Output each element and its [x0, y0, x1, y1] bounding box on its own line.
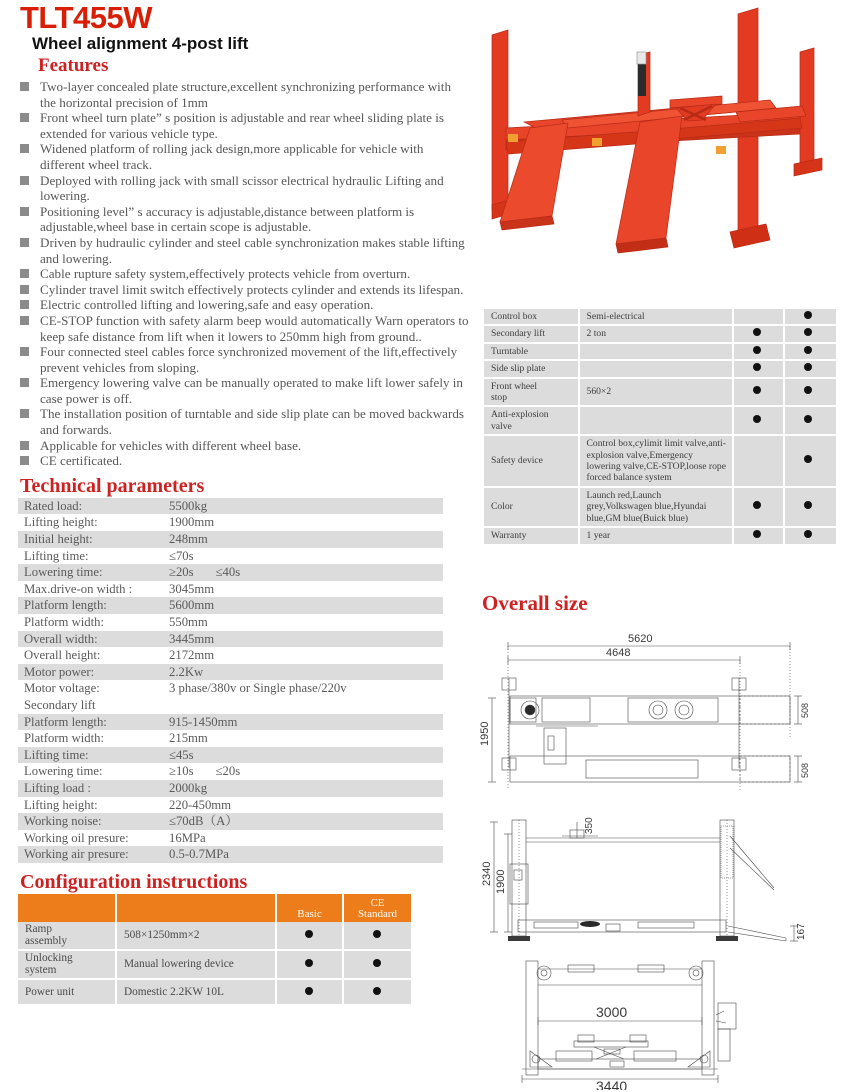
feature-item — [18, 235, 470, 266]
feature-item — [18, 453, 470, 469]
filled-dot-icon — [373, 987, 381, 995]
spec-item-name — [484, 360, 579, 377]
tech-param-value — [163, 763, 443, 780]
spec-ce-dot — [784, 309, 836, 325]
spec-name-line1: Safety device — [491, 455, 543, 467]
table-row — [18, 514, 443, 531]
tech-param-label: Working oil presure: — [24, 830, 129, 845]
config-col-name-header — [18, 894, 116, 922]
spec-item-name — [484, 309, 579, 325]
dim-outer-width-label: 3440 — [596, 1078, 628, 1090]
dim-width-label: 1950 — [479, 721, 491, 746]
tech-param-label: Lowering time: — [18, 564, 163, 581]
spec-item-detail — [579, 343, 734, 360]
feature-item — [18, 375, 470, 406]
spec-basic-dot — [733, 360, 783, 377]
table-row — [18, 697, 443, 714]
product-subtitle: Wheel alignment 4-post lift — [32, 34, 249, 53]
table-row — [18, 813, 443, 830]
table-row — [18, 548, 443, 565]
tech-param-value: 5500kg — [163, 498, 443, 515]
feature-item — [18, 297, 470, 313]
feature-text: Two-layer concealed plate structure,excellent synchronizing performance with the horizontal precision of 1mm — [40, 79, 451, 110]
dim-total-height-label: 2340 — [481, 861, 493, 886]
feature-item — [18, 344, 470, 375]
spec-item-detail — [579, 360, 734, 377]
filled-dot-icon — [804, 363, 812, 371]
table-row — [18, 747, 443, 764]
table-row — [18, 763, 443, 780]
spec-ce-dot — [784, 378, 836, 407]
feature-item — [18, 282, 470, 298]
tech-param-label: Max.drive-on width : — [24, 581, 133, 596]
feature-item — [18, 173, 470, 204]
tech-param-label: Lowering time: — [24, 764, 103, 779]
dim-small-label: 350 — [584, 817, 595, 834]
feature-text: Electric controlled lifting and lowering,safe and easy operation. — [40, 297, 374, 313]
spec-item-name — [484, 435, 579, 487]
tech-param-label: Working noise: — [18, 813, 163, 830]
config-item-name — [18, 922, 116, 950]
spec-ce-dot — [784, 406, 836, 435]
feature-item — [18, 438, 470, 454]
tech-param-value: 2.2Kw — [163, 664, 443, 681]
spec-basic-dot — [733, 325, 783, 342]
filled-dot-icon — [804, 386, 812, 394]
spec-ce-dot — [784, 325, 836, 342]
table-row — [18, 531, 443, 548]
features-list — [0, 79, 470, 469]
table-row — [484, 487, 836, 527]
dim-inner-length-label: 4648 — [606, 647, 631, 659]
spec-basic-dot — [733, 527, 783, 544]
spec-item-name — [484, 527, 579, 544]
spec-ce-dot — [784, 360, 836, 377]
config-name-line2: system — [25, 964, 57, 977]
feature-text: Widened platform of rolling jack design,more applicable for vehicle with different wheel track. — [40, 141, 424, 172]
feature-item — [18, 110, 470, 141]
configuration-instructions-heading: Configuration instructions — [20, 870, 248, 893]
filled-dot-icon — [305, 930, 313, 938]
tech-param-label: Initial height: — [18, 531, 163, 548]
spec-name-line1: Control box — [491, 311, 538, 322]
filled-dot-icon — [753, 328, 761, 336]
table-row — [18, 498, 443, 515]
feature-text: The installation position of turntable and side slip plate can be moved backwards and forwards. — [40, 406, 464, 438]
spec-name-line2: stop — [491, 392, 507, 404]
feature-item — [18, 313, 470, 344]
filled-dot-icon — [804, 415, 812, 423]
config-col-ce-header — [343, 894, 411, 922]
config-basic-dot — [276, 950, 343, 979]
configuration-table — [18, 894, 411, 1006]
tech-param-label: Lifting height: — [24, 797, 98, 812]
bullet-square-icon — [20, 82, 29, 91]
drawing-side-view — [478, 808, 844, 956]
table-row — [18, 780, 443, 797]
feature-text: Cylinder travel limit switch effectively protects cylinder and extends its lifespan. — [40, 281, 464, 297]
dim-platform-a-label: 508 — [800, 702, 810, 718]
spec-item-name — [484, 325, 579, 342]
table-row — [18, 714, 443, 731]
specification-options-table — [484, 309, 836, 546]
filled-dot-icon — [753, 346, 761, 354]
front-view-svg — [478, 955, 844, 1090]
right-column — [470, 0, 844, 1092]
feature-item — [18, 406, 470, 437]
feature-text: Deployed with rolling jack with small scissor electrical hydraulic Lifting and lowering. — [40, 172, 444, 204]
dim-platform-b-label: 508 — [800, 762, 810, 778]
config-basic-dot — [276, 979, 343, 1005]
spec-ce-dot — [784, 435, 836, 487]
table-row — [18, 797, 443, 814]
config-name-line1: Ramp — [25, 922, 52, 935]
tech-param-value: 2172mm — [169, 648, 215, 663]
table-row — [18, 922, 411, 950]
table-row — [484, 325, 836, 342]
spec-name-line1: Secondary lift — [491, 328, 546, 340]
bullet-square-icon — [20, 238, 29, 247]
tech-param-value: 215mm — [169, 731, 208, 746]
config-name-line1: Unlocking — [25, 951, 73, 964]
tech-param-value: 16MPa — [169, 830, 206, 845]
spec-name-line2: valve — [491, 420, 512, 432]
tech-param-label: Secondary lift — [24, 697, 96, 712]
feature-text: Four connected steel cables force synchronized movement of the lift,effectively prevent vehicles from sloping. — [40, 344, 458, 375]
dim-inner-width-label: 3000 — [596, 1004, 628, 1020]
tech-param-value: 0.5-0.7MPa — [163, 846, 443, 863]
tech-param-value: 2000kg — [163, 780, 443, 797]
table-row — [18, 979, 411, 1005]
spec-item-detail: 2 ton — [579, 325, 734, 342]
table-row — [484, 406, 836, 435]
filled-dot-icon — [804, 346, 812, 354]
table-row — [18, 664, 443, 681]
spec-item-detail: Control box,cylimit limit valve,anti-explosion valve,Emergency lowering valve,CE-STOP,loose rope forced balance system — [579, 435, 734, 487]
spec-name-line1: Color — [491, 501, 513, 513]
tech-param-label: Rated load: — [18, 498, 163, 515]
tech-param-value: ≤70s — [169, 548, 194, 563]
table-row — [18, 614, 443, 631]
spec-basic-dot — [733, 435, 783, 487]
bullet-square-icon — [20, 300, 29, 309]
spec-item-name — [484, 378, 579, 407]
bullet-square-icon — [20, 285, 29, 294]
tech-value-min: ≥10s — [169, 764, 194, 779]
config-item-detail: 508×1250mm×2 — [116, 922, 276, 950]
filled-dot-icon — [753, 530, 761, 538]
bullet-square-icon — [20, 409, 29, 418]
spec-name-line1: Side slip plate — [491, 363, 546, 375]
table-row — [18, 597, 443, 614]
feature-text: Applicable for vehicles with different wheel base. — [40, 437, 302, 453]
side-view-svg — [478, 808, 844, 956]
spec-basic-dot — [733, 487, 783, 527]
table-row — [484, 378, 836, 407]
feature-item — [18, 204, 470, 235]
product-photo — [470, 0, 844, 295]
table-row — [484, 309, 836, 325]
tech-param-value — [163, 564, 443, 581]
feature-text: Driven by hudraulic cylinder and steel cable synchronization makes stable lifting and lowering. — [40, 234, 465, 266]
filled-dot-icon — [804, 501, 812, 509]
tech-param-value: 915-1450mm — [163, 714, 443, 731]
config-ce-dot — [343, 950, 411, 979]
tech-param-label: Platform length: — [18, 597, 163, 614]
filled-dot-icon — [753, 363, 761, 371]
tech-value-min: ≥20s — [169, 565, 194, 580]
table-row — [18, 631, 443, 648]
feature-text: Cable rupture safety system,effectively protects vehicle from overturn. — [40, 266, 411, 282]
spec-basic-dot — [733, 378, 783, 407]
four-post-lift-illustration — [470, 0, 844, 295]
spec-ce-dot — [784, 343, 836, 360]
tech-param-value — [163, 697, 443, 714]
bullet-square-icon — [20, 441, 29, 450]
table-row — [18, 950, 411, 979]
table-row — [18, 564, 443, 581]
bullet-square-icon — [20, 207, 29, 216]
spec-basic-dot — [733, 406, 783, 435]
config-col-basic-header: Basic — [276, 894, 343, 922]
filled-dot-icon — [804, 455, 812, 463]
tech-param-value: 3445mm — [163, 631, 443, 648]
feature-item — [18, 79, 470, 110]
spec-item-detail: Semi-electrical — [579, 309, 734, 325]
dim-lift-height-label: 1900 — [495, 869, 507, 894]
tech-param-label: Lifting height: — [24, 515, 98, 530]
table-row — [18, 581, 443, 598]
tech-param-label: Platform width: — [24, 731, 104, 746]
table-row — [484, 360, 836, 377]
feature-item — [18, 266, 470, 282]
config-ce-dot — [343, 922, 411, 950]
config-item-detail: Domestic 2.2KW 10L — [116, 979, 276, 1005]
tech-param-value: 550mm — [169, 615, 208, 629]
config-item-detail: Manual lowering device — [116, 950, 276, 979]
filled-dot-icon — [305, 959, 313, 967]
feature-text: Positioning levelˮ s accuracy is adjustable,distance between platform is adjustable,wheel base in certain scope is adjustable. — [40, 203, 415, 235]
bullet-square-icon — [20, 378, 29, 387]
tech-value-max: ≤40s — [215, 565, 241, 580]
bullet-square-icon — [20, 456, 29, 465]
feature-text: CE certificated. — [40, 453, 123, 469]
tech-param-value: 3 phase/380v or Single phase/220v — [169, 681, 347, 696]
table-row — [18, 680, 443, 697]
filled-dot-icon — [804, 328, 812, 336]
tech-param-label: Lifting time: — [24, 548, 89, 563]
spec-basic-dot — [733, 309, 783, 325]
table-row — [18, 830, 443, 847]
bullet-square-icon — [20, 176, 29, 185]
spec-item-name — [484, 487, 579, 527]
dim-ground-label: 167 — [796, 923, 807, 940]
config-item-name — [18, 979, 116, 1005]
filled-dot-icon — [753, 415, 761, 423]
config-name-line2: assembly — [25, 935, 68, 948]
bullet-square-icon — [20, 144, 29, 153]
spec-item-detail: 1 year — [579, 527, 734, 544]
drawing-front-view — [478, 955, 844, 1090]
filled-dot-icon — [305, 987, 313, 995]
drawing-top-view — [478, 618, 844, 800]
tech-param-value: ≤45s — [163, 747, 443, 764]
bullet-square-icon — [20, 316, 29, 325]
config-ce-dot — [343, 979, 411, 1005]
spec-name-line1: Anti-explosion — [491, 409, 549, 421]
config-basic-dot — [276, 922, 343, 950]
tech-param-value: 248mm — [163, 531, 443, 548]
tech-param-label: Lifting time: — [18, 747, 163, 764]
feature-text: CE-STOP function with safety alarm beep would automatically Warn operators to keep safe distance from lift when it lowers to 250mm high from ground.. — [40, 312, 469, 344]
spec-basic-dot — [733, 343, 783, 360]
table-row — [18, 846, 443, 863]
tech-param-label: Overall height: — [24, 648, 101, 663]
config-name-line1: Power unit — [25, 985, 75, 998]
filled-dot-icon — [373, 959, 381, 967]
spec-name-line1: Front wheel — [491, 380, 538, 392]
tech-param-value: ≤70dB（A） — [163, 813, 443, 830]
tech-param-value: 5600mm — [163, 597, 443, 614]
technical-parameters-heading: Technical parameters — [20, 474, 205, 497]
tech-param-label: Lifting load : — [18, 780, 163, 797]
bullet-square-icon — [20, 347, 29, 356]
tech-param-label: Platform length: — [18, 714, 163, 731]
config-col-detail-header — [116, 894, 276, 922]
config-ce-line2: Standard — [357, 907, 398, 920]
spec-name-line1: Warranty — [491, 530, 527, 542]
filled-dot-icon — [373, 930, 381, 938]
spec-name-line1: Turntable — [491, 345, 528, 357]
spec-ce-dot — [784, 487, 836, 527]
table-row — [484, 527, 836, 544]
filled-dot-icon — [753, 386, 761, 394]
tech-value-max: ≤20s — [215, 764, 241, 779]
overall-size-heading: Overall size — [482, 591, 588, 615]
filled-dot-icon — [804, 311, 812, 319]
tech-param-label: Overall width: — [18, 631, 163, 648]
tech-param-value: 220-450mm — [169, 797, 232, 812]
feature-text: Emergency lowering valve can be manually operated to make lift lower safely in case power is off. — [40, 375, 463, 406]
filled-dot-icon — [753, 501, 761, 509]
config-item-name — [18, 950, 116, 979]
filled-dot-icon — [804, 530, 812, 538]
feature-item — [18, 141, 470, 172]
configuration-header-row — [18, 894, 411, 922]
tech-param-label: Motor power: — [18, 664, 163, 681]
table-row — [18, 730, 443, 747]
tech-param-label: Working air presure: — [18, 846, 163, 863]
top-view-svg — [478, 618, 844, 800]
spec-item-detail — [579, 406, 734, 435]
spec-item-name — [484, 343, 579, 360]
spec-item-name — [484, 406, 579, 435]
dim-total-length-label: 5620 — [628, 633, 653, 645]
features-heading: Features — [38, 55, 109, 76]
config-ce-line1: CE — [370, 896, 385, 909]
feature-text: Front wheel turn plateˮ s position is adjustable and rear wheel sliding plate is extended for various vehicle type. — [40, 110, 444, 141]
bullet-square-icon — [20, 269, 29, 278]
spec-item-detail: Launch red,Launch grey,Volkswagen blue,Hyundai blue,GM blue(Buick blue) — [579, 487, 734, 527]
tech-param-value: 1900mm — [169, 515, 215, 530]
spec-ce-dot — [784, 527, 836, 544]
table-row — [484, 435, 836, 487]
table-row — [18, 647, 443, 664]
table-row — [484, 343, 836, 360]
spec-item-detail: 560×2 — [579, 378, 734, 407]
bullet-square-icon — [20, 113, 29, 122]
tech-param-label: Platform width: — [24, 615, 104, 629]
technical-parameters-table — [18, 498, 443, 863]
model-title: TLT455W — [20, 0, 152, 35]
tech-param-value: 3045mm — [169, 581, 215, 596]
tech-param-label: Motor voltage: — [24, 681, 100, 696]
